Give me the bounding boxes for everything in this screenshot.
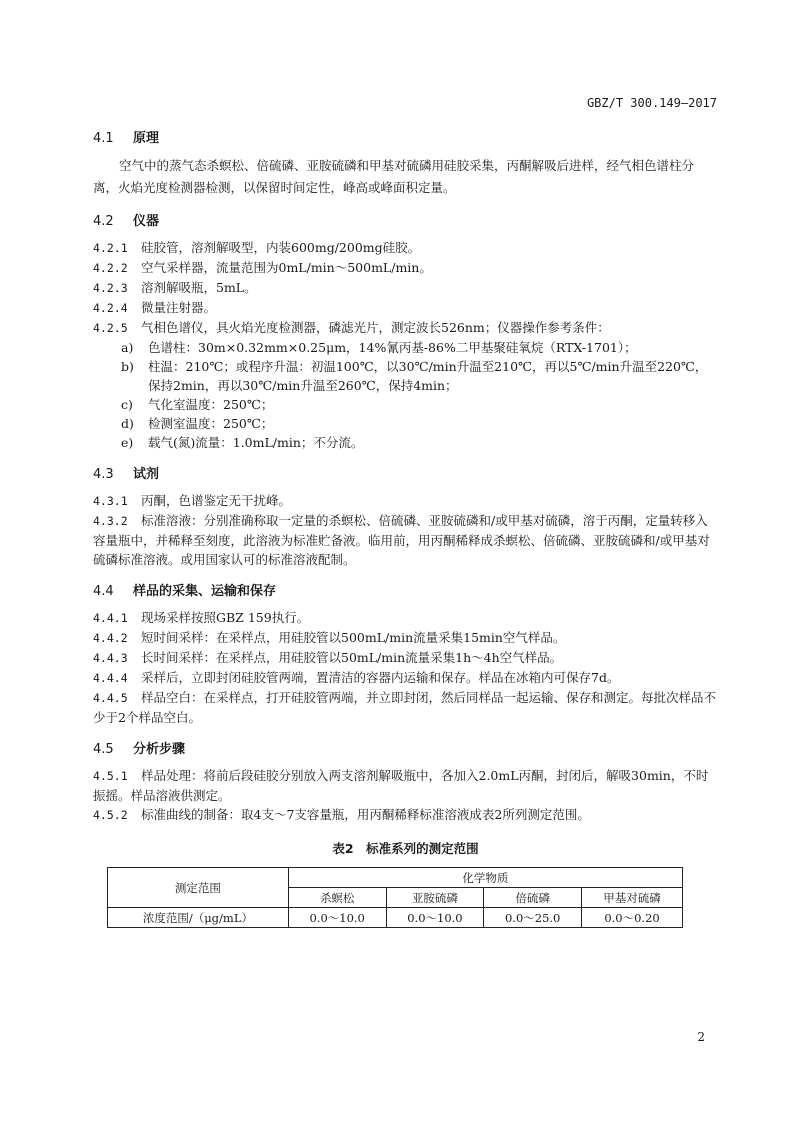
clause-item <box>93 491 718 511</box>
table-cell: 0.0～10.0 <box>386 908 484 928</box>
condition-label: a) <box>121 340 134 355</box>
condition-label: e) <box>121 435 134 450</box>
clause-item <box>93 766 718 805</box>
clause-text: 现场采样按照GBZ 159执行。 <box>141 610 310 625</box>
section-number: 4.2 <box>93 214 114 229</box>
section-4-4-heading <box>93 581 718 603</box>
clause-text: 气相色谱仪，具火焰光度检测器，磷滤光片，测定波长526nm；仪器操作参考条件： <box>141 320 610 335</box>
clause-text: 溶剂解吸瓶，5mL。 <box>141 280 257 295</box>
clause-number: 4.2.2 <box>93 261 128 275</box>
clause-text: 空气采样器，流量范围为0mL/min～500mL/min。 <box>141 260 432 275</box>
table-header-cell: 杀螟松 <box>288 888 386 908</box>
table-row <box>108 908 683 928</box>
clause-text: 短时间采样：在采样点，用硅胶管以500mL/min流量采集15min空气样品。 <box>141 630 566 645</box>
section-number: 4.5 <box>93 742 114 757</box>
clause-item <box>93 648 718 668</box>
clause-number: 4.3.1 <box>93 494 128 508</box>
condition-item <box>121 433 718 452</box>
section-4-1-heading <box>93 128 718 150</box>
section-number: 4.1 <box>93 131 114 146</box>
clause-number: 4.4.3 <box>93 651 128 665</box>
condition-text: 气化室温度：250℃； <box>148 397 274 412</box>
table-header-cell: 倍硫磷 <box>484 888 582 908</box>
section-title: 试剂 <box>133 467 160 482</box>
clause-item <box>93 278 718 298</box>
clause-item <box>93 258 718 278</box>
table-header-cell: 亚胺硫磷 <box>386 888 484 908</box>
standard-code-header: GBZ/T 300.149—2017 <box>586 96 717 110</box>
calibration-range-table <box>107 867 683 928</box>
section-title: 分析步骤 <box>133 742 186 757</box>
clause-text: 样品处理：将前后段硅胶分别放入两支溶剂解吸瓶中，各加入2.0mL丙酮，封闭后，解吸30min，不时振摇。样品溶液供测定。 <box>93 768 709 803</box>
section-title: 仪器 <box>133 214 160 229</box>
condition-item <box>121 395 718 414</box>
clause-item <box>93 628 718 648</box>
clause-text: 采样后，立即封闭硅胶管两端，置清洁的容器内运输和保存。样品在冰箱内可保存7d。 <box>141 670 620 685</box>
clause-text: 标准曲线的制备：取4支～7支容量瓶，用丙酮稀释标准溶液成表2所列测定范围。 <box>141 807 590 822</box>
document-body <box>93 128 718 928</box>
clause-text: 长时间采样：在采样点，用硅胶管以50mL/min流量采集1h～4h空气样品。 <box>141 650 563 665</box>
table-row-label: 浓度范围/（μg/mL） <box>108 908 289 928</box>
clause-number: 4.4.5 <box>93 691 128 705</box>
clause-item <box>93 298 718 318</box>
clause-item <box>93 608 718 628</box>
condition-label: b) <box>121 359 134 374</box>
clause-number: 4.5.1 <box>93 769 128 783</box>
section-4-2-heading <box>93 211 718 233</box>
clause-text: 样品空白：在采样点，打开硅胶管两端，并立即封闭，然后同样品一起运输、保存和测定。每批次样品不少于2个样品空白。 <box>93 690 717 725</box>
condition-text: 柱温：210℃；或程序升温：初温100℃，以30℃/min升温至210℃，再以5℃/min升温至220℃，保持2min，再以30℃/min升温至260℃，保持4min； <box>148 359 708 393</box>
principle-paragraph: 空气中的蒸气态杀螟松、倍硫磷、亚胺硫磷和甲基对硫磷用硅胶采集，丙酮解吸后进样，经气相色谱柱分离，火焰光度检测器检测，以保留时间定性，峰高或峰面积定量。 <box>93 158 695 195</box>
section-number: 4.4 <box>93 584 114 599</box>
clause-text: 标准溶液：分别准确称取一定量的杀螟松、倍硫磷、亚胺硫磷和/或甲基对硫磷，溶于丙酮，定量转移入容量瓶中，并稀释至刻度，此溶液为标准贮备液。临用前，用丙酮稀释成杀螟松、倍硫磷、亚胺硫磷和/或甲基对硫磷标准溶液。或用国家认可的标准溶液配制。 <box>93 513 710 567</box>
section-4-3-heading <box>93 464 718 486</box>
condition-label: d) <box>121 416 134 431</box>
clause-number: 4.4.2 <box>93 631 128 645</box>
condition-item <box>121 357 718 395</box>
section-title: 原理 <box>133 131 160 146</box>
table-header-cell: 甲基对硫磷 <box>582 888 683 908</box>
clause-number: 4.3.2 <box>93 514 128 528</box>
clause-text: 硅胶管，溶剂解吸型，内装600mg/200mg硅胶。 <box>141 240 421 255</box>
table-header-substances: 化学物质 <box>288 868 682 888</box>
condition-text: 检测室温度：250℃； <box>148 416 274 431</box>
clause-item <box>93 688 718 727</box>
clause-item <box>93 668 718 688</box>
clause-text: 微量注射器。 <box>141 300 217 315</box>
clause-number: 4.2.3 <box>93 281 128 295</box>
clause-item <box>93 511 718 569</box>
clause-number: 4.2.4 <box>93 301 128 315</box>
table-cell: 0.0～10.0 <box>288 908 386 928</box>
condition-item <box>121 414 718 433</box>
clause-number: 4.2.5 <box>93 321 128 335</box>
clause-item <box>93 805 718 825</box>
condition-text: 载气(氮)流量：1.0mL/min；不分流。 <box>148 435 364 450</box>
section-4-5-heading <box>93 739 718 761</box>
section-title: 样品的采集、运输和保存 <box>133 584 277 599</box>
table-cell: 0.0～25.0 <box>484 908 582 928</box>
table-header-range: 测定范围 <box>108 868 289 908</box>
clause-number: 4.2.1 <box>93 241 128 255</box>
table-cell: 0.0～0.20 <box>582 908 683 928</box>
clause-item <box>93 238 718 258</box>
clause-item <box>93 318 718 338</box>
clause-number: 4.4.4 <box>93 671 128 685</box>
condition-item <box>121 338 718 357</box>
page-number: 2 <box>697 1030 705 1044</box>
section-number: 4.3 <box>93 467 114 482</box>
table-title: 表2 标准系列的测定范围 <box>332 841 479 856</box>
condition-text: 色谱柱：30m×0.32mm×0.25μm，14%氰丙基-86%二甲基聚硅氧烷（RTX-1701）； <box>148 340 637 355</box>
clause-number: 4.5.2 <box>93 808 128 822</box>
clause-number: 4.4.1 <box>93 611 128 625</box>
clause-text: 丙酮，色谱鉴定无干扰峰。 <box>141 493 292 508</box>
condition-label: c) <box>121 397 133 412</box>
